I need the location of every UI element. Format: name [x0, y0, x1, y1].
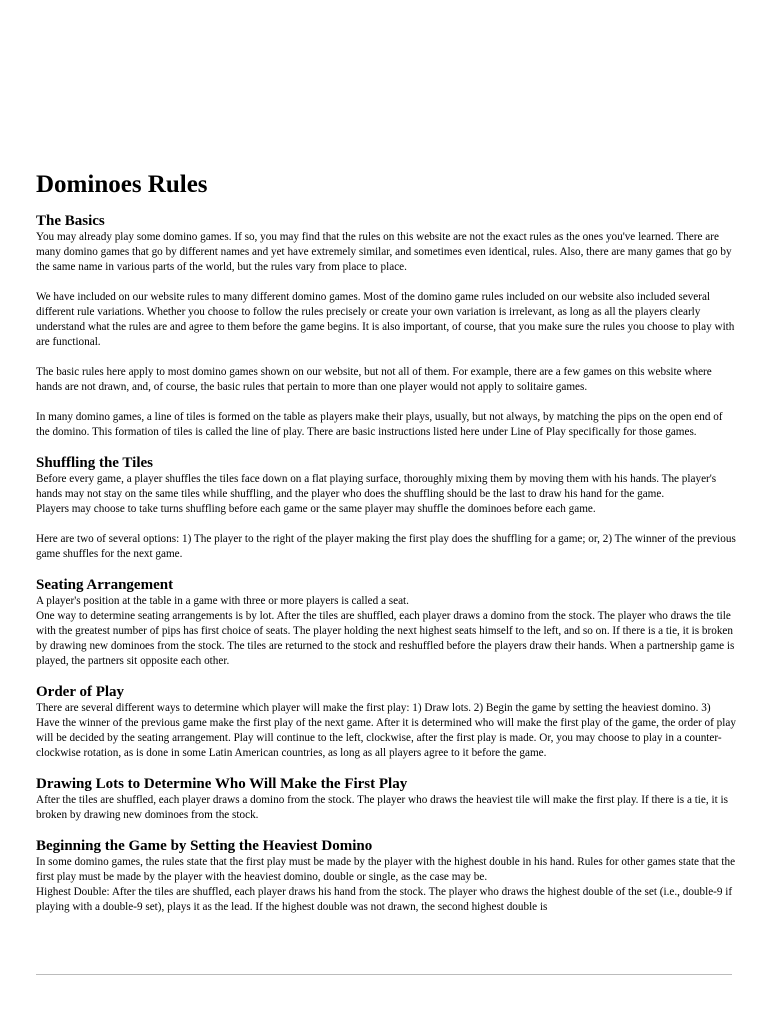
section-heaviest-domino: [36, 838, 736, 915]
section-order-of-play: [36, 684, 736, 761]
paragraph: In many domino games, a line of tiles is formed on the table as players make their plays, usually, but not always, by matching the pips on the open end of the domino. This formation of tiles is called the line of play. There are basic instructions listed here under Line of Play specifically for those games.: [36, 411, 723, 438]
section-seating-arrangement: [36, 577, 736, 669]
section-heading: Order of Play: [36, 684, 125, 700]
paragraph: One way to determine seating arrangements is by lot. After the tiles are shuffled, each player draws a domino from the stock. The player who draws the tile with the greatest number of pips has first choice of seats. The player holding the next highest seats himself to the left, and so on. If there is a tie, it is broken by drawing new dominoes from the stock. The tiles are returned to the stock and reshuffled before the players draw their hands. When a partnership game is played, the partners sit opposite each other.: [36, 610, 735, 667]
paragraph: Before every game, a player shuffles the tiles face down on a flat playing surface, thoroughly mixing them by moving them with his hands. The player's hands may not stay on the same tiles while shuffling, and the player who does the shuffling should be the last to draw his hand for the game.: [36, 473, 717, 500]
paragraph: Here are two of several options: 1) The player to the right of the player making the first play does the shuffling for a game; or, 2) The winner of the previous game shuffles for the next game.: [36, 533, 736, 560]
paragraph: We have included on our website rules to many different domino games. Most of the domino game rules included on our website also included several different rule variations. Whether you choose to follow the rules precisely or create your own variation is irrelevant, as long as all the players clearly understand what the rules are and agree to them before the game begins. It is also important, of course, that you make sure the rules you choose to play with are functional.: [36, 291, 735, 348]
paragraph: Highest Double: After the tiles are shuffled, each player draws his hand from the stock. The player who draws the highest double of the set (i.e., double-9 if playing with a double-9 set), plays it as the lead. If the highest double was not drawn, the second highest double is: [36, 886, 733, 913]
section-heading: Drawing Lots to Determine Who Will Make the First Play: [36, 776, 408, 792]
paragraph: There are several different ways to determine which player will make the first play: 1) Draw lots. 2) Begin the game by setting the heaviest domino. 3) Have the winner of the previous game make the first play of the next game. After it is determined who will make the first play of the game, the order of play will be decided by the seating arrangement. Play will continue to the left, clockwise, after the first play is made. Or, you may choose to play in a counter-clockwise rotation, as is done in some Latin American countries, as long as all players agree to it before the game.: [36, 702, 736, 759]
paragraph: A player's position at the table in a game with three or more players is called a seat.: [36, 595, 409, 607]
section-heading: Seating Arrangement: [36, 577, 174, 593]
bottom-divider: [36, 974, 732, 975]
page-title: Dominoes Rules: [36, 171, 208, 198]
paragraph: In some domino games, the rules state that the first play must be made by the player with the highest double in his hand. Rules for other games state that the first play must be made by the player with the heaviest domino, double or single, as the case may be.: [36, 856, 736, 883]
paragraph: After the tiles are shuffled, each player draws a domino from the stock. The player who draws the heaviest tile will make the first play. If there is a tie, it is broken by drawing new dominoes from the stock.: [36, 794, 728, 821]
document-page: [36, 170, 736, 930]
paragraph: You may already play some domino games. If so, you may find that the rules on this website are not the exact rules as the ones you've learned. There are many domino games that go by different names and yet have extremely similar, and sometimes even identical, rules. Also, there are many games that go by the same name in various parts of the world, but the rules vary from place to place.: [36, 231, 732, 273]
section-heading: Shuffling the Tiles: [36, 455, 153, 471]
paragraph: The basic rules here apply to most domino games shown on our website, but not all of them. For example, there are a few games on this website where hands are not drawn, and, of course, the basic rules that pertain to more than one player would not apply to solitaire games.: [36, 366, 712, 393]
section-drawing-lots: [36, 776, 736, 823]
section-heading: Beginning the Game by Setting the Heaviest Domino: [36, 838, 373, 854]
section-heading: The Basics: [36, 213, 105, 229]
section-the-basics: [36, 213, 736, 440]
section-shuffling-the-tiles: [36, 455, 736, 562]
paragraph: Players may choose to take turns shuffling before each game or the same player may shuffle the dominoes before each game.: [36, 503, 596, 515]
